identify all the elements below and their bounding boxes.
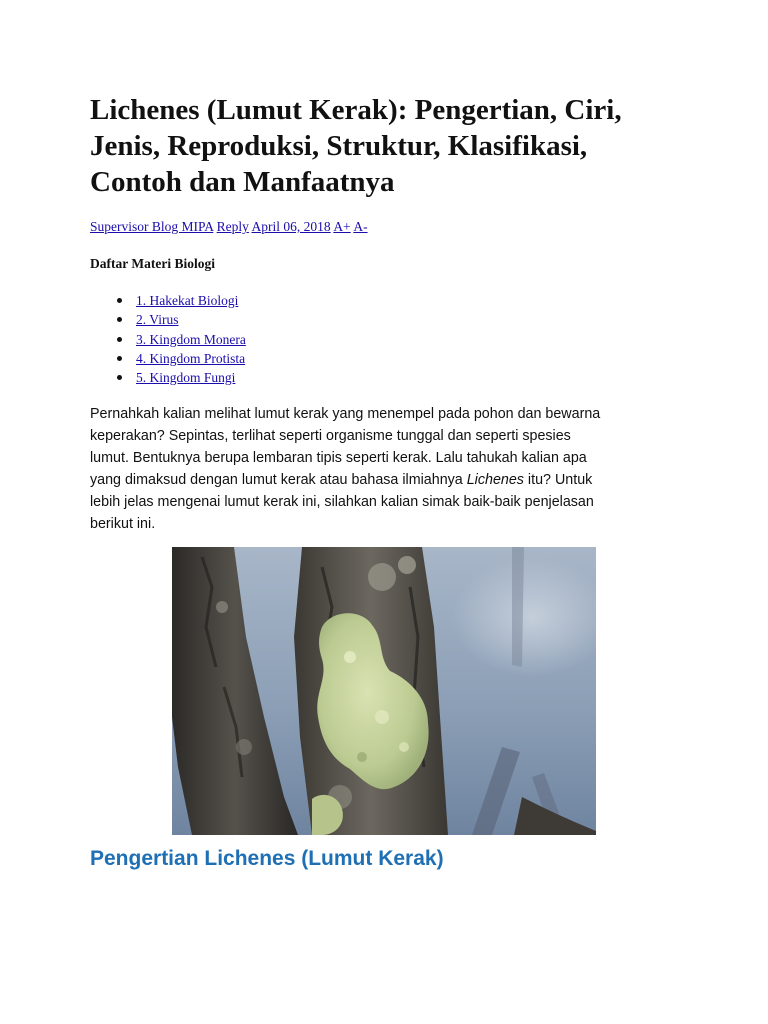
- reply-link[interactable]: Reply: [216, 219, 249, 234]
- toc-item: [90, 310, 246, 329]
- toc-link-kingdom-fungi[interactable]: 5. Kingdom Fungi: [136, 370, 236, 386]
- toc-item: [90, 330, 246, 349]
- intro-line: berikut ini.: [90, 516, 156, 532]
- intro-line: lumut. Bentuknya berupa lembaran tipis seperti kerak. Lalu tahukah kalian apa: [90, 450, 587, 466]
- post-meta: [90, 219, 368, 235]
- section-heading-pengertian: Pengertian Lichenes (Lumut Kerak): [90, 847, 444, 870]
- font-increase-link[interactable]: A+: [333, 219, 351, 234]
- toc-link-virus[interactable]: 2. Virus: [136, 312, 179, 328]
- author-link[interactable]: Supervisor Blog MIPA: [90, 219, 214, 234]
- article-title-line: Contoh dan Manfaatnya: [90, 166, 395, 198]
- toc-item: [90, 368, 246, 387]
- lichen-tree-image: [172, 547, 596, 835]
- toc-link-kingdom-monera[interactable]: 3. Kingdom Monera: [136, 331, 246, 347]
- toc-item: [90, 291, 246, 310]
- intro-paragraph: [90, 403, 690, 535]
- intro-line: [90, 469, 690, 491]
- intro-text: itu? Untuk: [523, 472, 593, 488]
- toc-title: Daftar Materi Biologi: [90, 256, 215, 271]
- toc-item: [90, 349, 246, 368]
- font-decrease-link[interactable]: A-: [353, 219, 368, 234]
- toc-link-kingdom-protista[interactable]: 4. Kingdom Protista: [136, 350, 246, 366]
- intro-line: keperakan? Sepintas, terlihat seperti organisme tunggal dan seperti spesies: [90, 428, 571, 444]
- article-title-line: Jenis, Reproduksi, Struktur, Klasifikasi,: [90, 130, 588, 162]
- post-date-link[interactable]: April 06, 2018: [251, 219, 331, 234]
- intro-line: lebih jelas mengenai lumut kerak ini, silahkan kalian simak baik-baik penjelasan: [90, 494, 594, 510]
- intro-line: Pernahkah kalian melihat lumut kerak yang menempel pada pohon dan bewarna: [90, 406, 601, 422]
- intro-text: yang dimaksud dengan lumut kerak atau bahasa ilmiahnya: [90, 472, 467, 488]
- toc-list: [90, 291, 246, 387]
- article-title-line: Lichenes (Lumut Kerak): Pengertian, Ciri,: [90, 94, 622, 126]
- toc-link-hakekat-biologi[interactable]: 1. Hakekat Biologi: [136, 293, 239, 308]
- article-title: [90, 92, 700, 200]
- lichenes-italic-term: Lichenes: [466, 472, 524, 488]
- lichen-photo: [172, 547, 596, 835]
